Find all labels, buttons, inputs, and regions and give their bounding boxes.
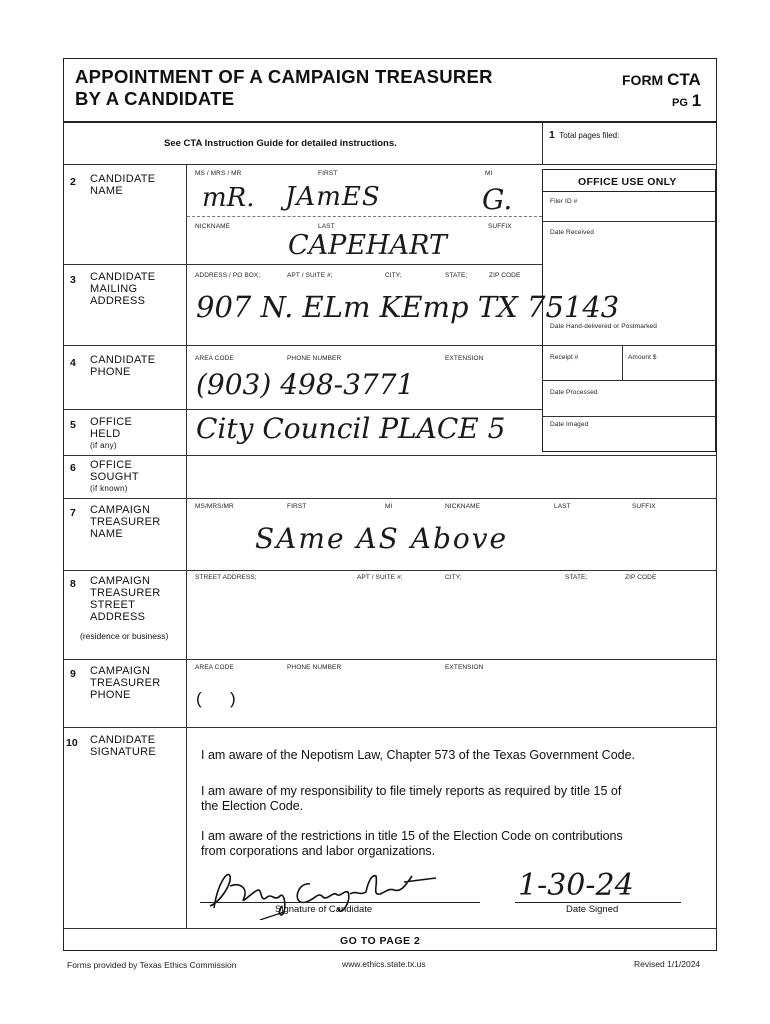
candidate-nickname-label: NICKNAME bbox=[195, 223, 231, 230]
section-10-num: 10 bbox=[66, 737, 78, 749]
section-2-label bbox=[70, 172, 156, 197]
date-imaged-label: Date Imaged bbox=[550, 421, 589, 428]
title-line-2: BY A CANDIDATE bbox=[75, 88, 235, 109]
date-postmarked-label: Date Hand-delivered or Postmarked bbox=[550, 323, 657, 330]
mailing-address-value[interactable]: 907 N. ELm KEmp TX 75143 bbox=[196, 290, 620, 324]
form-prefix: FORM bbox=[622, 72, 664, 88]
office-use-title: OFFICE USE ONLY bbox=[578, 176, 677, 188]
candidate-prefix-label: MS / MRS / MR bbox=[195, 170, 242, 177]
treasurer-mi-label: MI bbox=[385, 503, 393, 510]
treasurer-zip-label: ZIP CODE bbox=[625, 574, 657, 581]
candidate-prefix-value[interactable]: mR. bbox=[202, 183, 255, 213]
divider-2 bbox=[63, 264, 542, 265]
section-7-label-1: CAMPAIGN bbox=[90, 504, 151, 516]
office-sought-field[interactable] bbox=[188, 457, 715, 497]
footer-revised: Revised 1/1/2024 bbox=[634, 959, 701, 969]
candidate-first-value[interactable]: JAmES bbox=[285, 182, 381, 212]
page-prefix: PG bbox=[672, 97, 688, 109]
title-line-1: APPOINTMENT OF A CAMPAIGN TREASURER bbox=[75, 66, 493, 87]
candidate-name-divider bbox=[187, 216, 542, 217]
page-number bbox=[672, 91, 701, 111]
section-7-label-3: NAME bbox=[90, 528, 123, 540]
divider-total-pages bbox=[542, 122, 543, 165]
section-6-sub: (if known) bbox=[90, 484, 128, 493]
section-4-label-1: CANDIDATE bbox=[90, 354, 156, 366]
treasurer-city-label: CITY; bbox=[445, 574, 462, 581]
section-2-num: 2 bbox=[70, 176, 76, 188]
header-divider bbox=[63, 121, 717, 123]
section-9-label bbox=[70, 664, 161, 701]
reports-statement bbox=[201, 784, 621, 814]
reports-statement-line-2: the Election Code. bbox=[201, 799, 304, 813]
treasurer-apt-label: APT / SUITE #; bbox=[357, 574, 403, 581]
section-4-label bbox=[70, 353, 156, 378]
divider-9 bbox=[63, 727, 717, 728]
section-10-label-1: CANDIDATE bbox=[90, 734, 156, 746]
candidate-mi-value[interactable]: G. bbox=[482, 183, 513, 216]
go-to-page-2: GO TO PAGE 2 bbox=[340, 935, 421, 947]
date-processed-label: Date Processed bbox=[550, 389, 598, 396]
treasurer-first-label: FIRST bbox=[287, 503, 307, 510]
total-pages-num: 1 bbox=[549, 129, 555, 141]
receipt-label: Receipt # bbox=[550, 354, 579, 361]
nepotism-statement: I am aware of the Nepotism Law, Chapter 573 of the Texas Government Code. bbox=[201, 748, 636, 762]
section-3-label-2: MAILING bbox=[90, 283, 138, 295]
section-7-label bbox=[70, 503, 161, 540]
office-divider-4 bbox=[543, 380, 716, 381]
zip-label: ZIP CODE bbox=[489, 272, 521, 279]
divider-7 bbox=[63, 570, 717, 571]
state-label: STATE; bbox=[445, 272, 468, 279]
section-2-label-2: NAME bbox=[90, 185, 123, 197]
section-6-label-1: OFFICE bbox=[90, 459, 133, 471]
reports-statement-line-1: I am aware of my responsibility to file timely reports as required by title 15 of bbox=[201, 784, 622, 798]
section-5-sub: (if any) bbox=[90, 441, 117, 450]
treasurer-phone-label: PHONE NUMBER bbox=[287, 664, 342, 671]
section-6-label bbox=[70, 458, 139, 493]
form-title bbox=[75, 66, 493, 110]
section-10-label bbox=[66, 733, 157, 758]
filer-id-label: Filer ID # bbox=[550, 198, 578, 205]
office-divider-1 bbox=[543, 191, 716, 192]
section-8-label-3: STREET bbox=[90, 599, 136, 611]
signature-line bbox=[200, 902, 480, 903]
section-3-label-1: CANDIDATE bbox=[90, 271, 156, 283]
contributions-statement-line-2: from corporations and labor organizations. bbox=[201, 844, 436, 858]
page-num-value: 1 bbox=[691, 91, 702, 110]
total-pages-label: Total pages filed: bbox=[559, 131, 620, 140]
section-6-label-2: SOUGHT bbox=[90, 471, 139, 483]
office-divider-3 bbox=[543, 345, 716, 346]
section-8-sub: (residence or business) bbox=[80, 631, 169, 641]
section-9-label-2: TREASURER bbox=[90, 677, 161, 689]
treasurer-phone-field[interactable]: ( ) bbox=[196, 689, 236, 708]
treasurer-state-label: STATE; bbox=[565, 574, 588, 581]
form-code-value: CTA bbox=[667, 70, 701, 89]
office-divider-2 bbox=[543, 221, 716, 222]
form-code bbox=[622, 70, 701, 90]
section-10-label-2: SIGNATURE bbox=[90, 746, 157, 758]
candidate-last-label: LAST bbox=[318, 223, 335, 230]
phone-number-label: PHONE NUMBER bbox=[287, 355, 342, 362]
divider-4 bbox=[63, 409, 542, 410]
treasurer-street-label: STREET ADDRESS; bbox=[195, 574, 257, 581]
signature-label: Signature of Candidate bbox=[275, 904, 373, 915]
extension-label: EXTENSION bbox=[445, 355, 484, 362]
divider-5 bbox=[63, 455, 717, 456]
candidate-last-value[interactable]: CAPEHART bbox=[288, 230, 447, 261]
city-label: CITY; bbox=[385, 272, 402, 279]
section-9-label-3: PHONE bbox=[90, 689, 131, 701]
total-pages bbox=[549, 129, 619, 141]
section-8-label-2: TREASURER bbox=[90, 587, 161, 599]
apt-label: APT / SUITE #; bbox=[287, 272, 333, 279]
section-2-label-1: CANDIDATE bbox=[90, 173, 156, 185]
date-line bbox=[515, 902, 681, 903]
section-9-label-1: CAMPAIGN bbox=[90, 665, 151, 677]
divider-1 bbox=[63, 164, 717, 165]
section-3-num: 3 bbox=[70, 274, 76, 286]
candidate-phone-value[interactable]: (903) 498-3771 bbox=[196, 368, 415, 401]
section-3-label bbox=[70, 270, 156, 307]
date-signed-label: Date Signed bbox=[566, 904, 619, 915]
instructions-text: See CTA Instruction Guide for detailed instructions. bbox=[164, 138, 397, 149]
date-signed-value[interactable]: 1-30-24 bbox=[518, 868, 634, 903]
section-5-label bbox=[70, 415, 133, 450]
footer-provider: Forms provided by Texas Ethics Commission bbox=[67, 960, 237, 970]
section-5-label-2: HELD bbox=[90, 428, 121, 440]
divider-10 bbox=[63, 928, 717, 929]
divider-6 bbox=[63, 498, 717, 499]
office-divider-5 bbox=[543, 416, 716, 417]
section-8-label-1: CAMPAIGN bbox=[90, 575, 151, 587]
office-receipt-divider bbox=[622, 345, 623, 380]
treasurer-ext-label: EXTENSION bbox=[445, 664, 484, 671]
section-4-num: 4 bbox=[70, 357, 76, 369]
section-7-num: 7 bbox=[70, 507, 76, 519]
contributions-statement-line-1: I am aware of the restrictions in title 15 of the Election Code on contributions bbox=[201, 829, 623, 843]
treasurer-area-label: AREA CODE bbox=[195, 664, 234, 671]
date-received-label: Date Received bbox=[550, 229, 594, 236]
treasurer-nickname-label: NICKNAME bbox=[445, 503, 481, 510]
treasurer-suffix-label: SUFFIX bbox=[632, 503, 656, 510]
treasurer-address-field[interactable] bbox=[188, 585, 715, 655]
section-8-label bbox=[70, 574, 161, 623]
contributions-statement bbox=[201, 829, 623, 859]
address-label: ADDRESS / PO BOX; bbox=[195, 272, 261, 279]
footer-website[interactable]: www.ethics.state.tx.us bbox=[342, 959, 426, 969]
area-code-label: AREA CODE bbox=[195, 355, 234, 362]
treasurer-name-value[interactable]: SAme AS Above bbox=[255, 522, 509, 555]
divider-3 bbox=[63, 345, 542, 346]
candidate-first-label: FIRST bbox=[318, 170, 338, 177]
section-8-num: 8 bbox=[70, 578, 76, 590]
section-8-label-4: ADDRESS bbox=[90, 611, 146, 623]
treasurer-prefix-label: MS/MRS/MR bbox=[195, 503, 234, 510]
section-6-num: 6 bbox=[70, 462, 76, 474]
section-9-num: 9 bbox=[70, 668, 76, 680]
candidate-suffix-label: SUFFIX bbox=[488, 223, 512, 230]
treasurer-last-label: LAST bbox=[554, 503, 571, 510]
section-7-label-2: TREASURER bbox=[90, 516, 161, 528]
section-5-num: 5 bbox=[70, 419, 76, 431]
amount-label: Amount $ bbox=[628, 354, 657, 361]
candidate-mi-label: MI bbox=[485, 170, 493, 177]
divider-8 bbox=[63, 659, 717, 660]
section-5-label-1: OFFICE bbox=[90, 416, 133, 428]
office-held-value[interactable]: City Council PLACE 5 bbox=[196, 412, 506, 445]
section-4-label-2: PHONE bbox=[90, 366, 131, 378]
section-3-label-3: ADDRESS bbox=[90, 295, 146, 307]
